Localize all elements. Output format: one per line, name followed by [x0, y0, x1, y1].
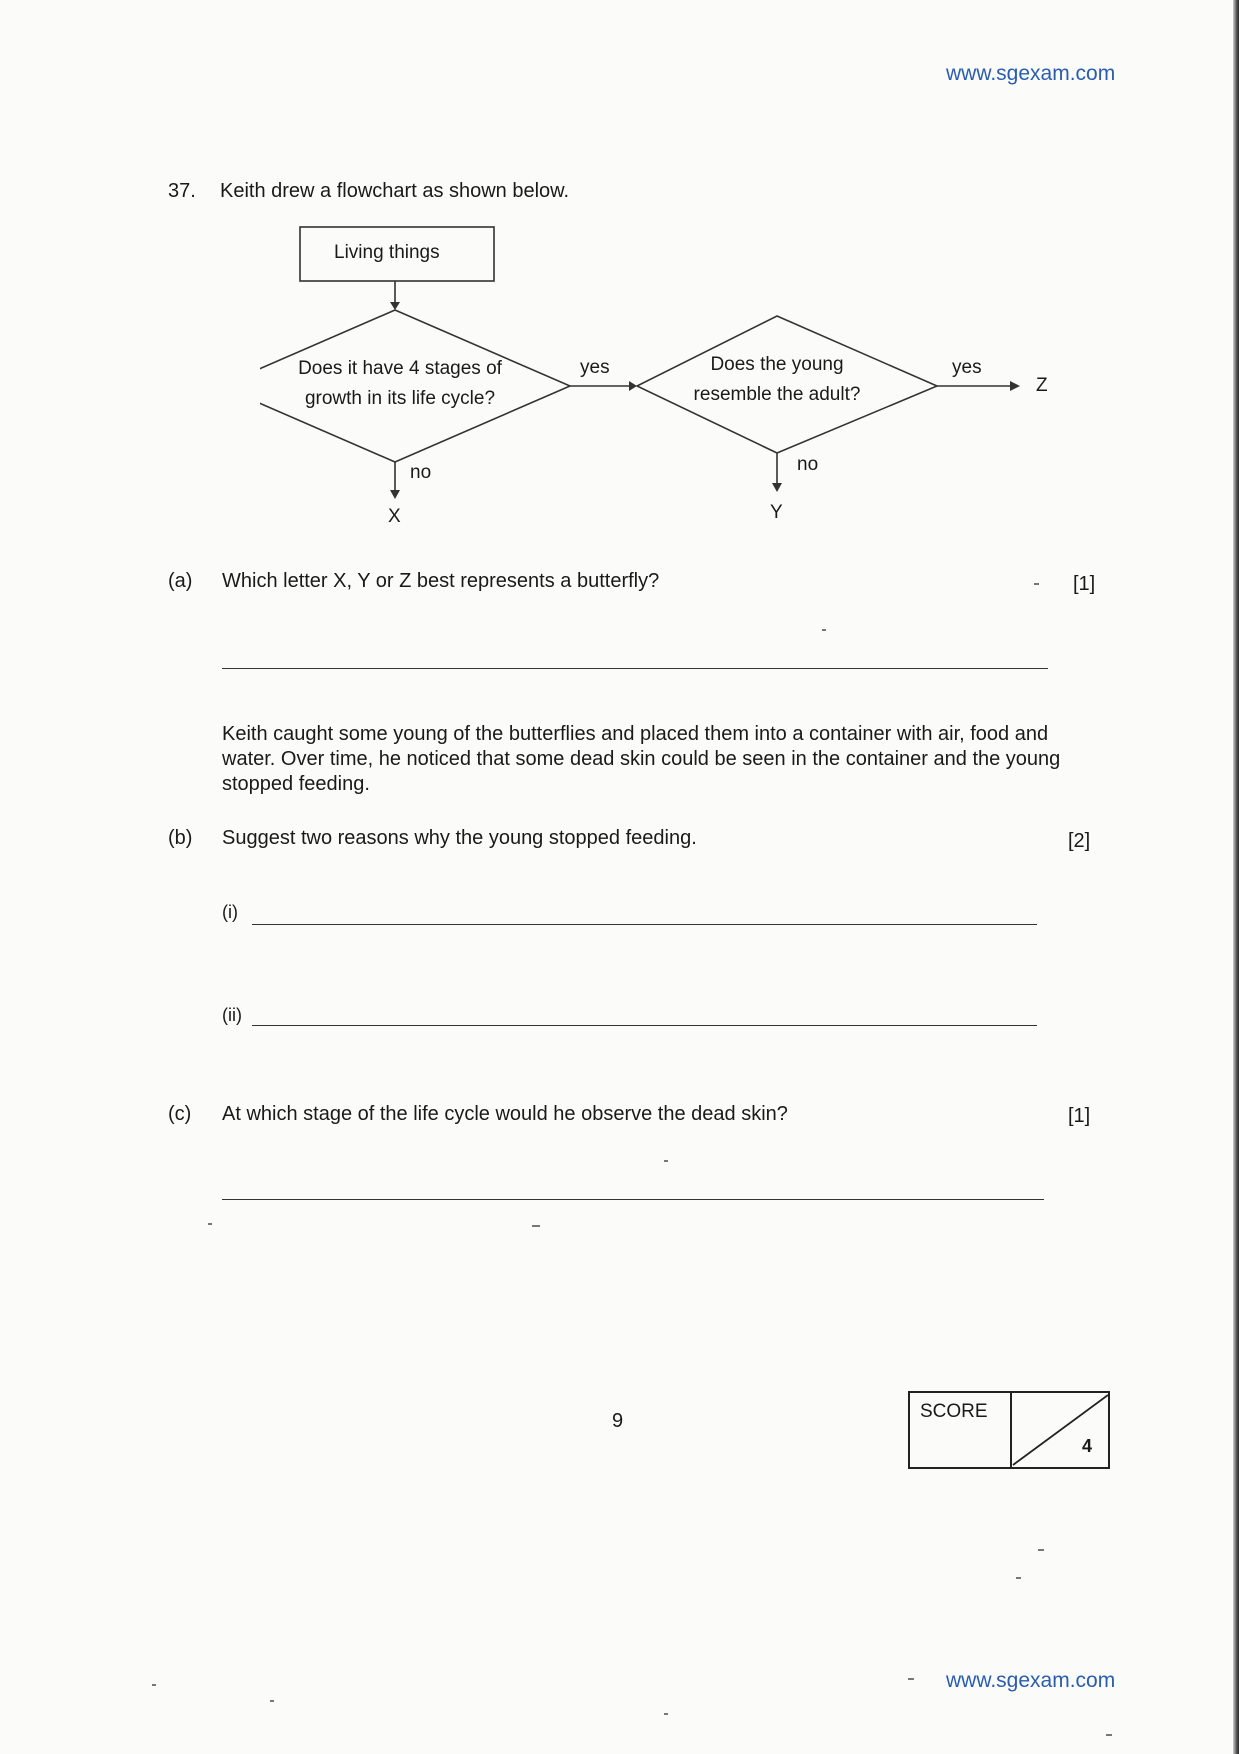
part-c-marks: [1] [1068, 1105, 1091, 1127]
question-intro: Keith drew a flowchart as shown below. [220, 180, 570, 202]
scan-speck [1016, 1577, 1021, 1579]
decision-1-line-1: Does it have 4 stages of [298, 358, 502, 379]
score-box [908, 1391, 1110, 1469]
scan-edge-shadow [1233, 0, 1239, 1754]
start-label: Living things [334, 242, 440, 263]
header-url: www.sgexam.com [946, 62, 1116, 85]
flowchart [260, 215, 1080, 535]
outcome-y: Y [770, 502, 783, 523]
part-c-question: At which stage of the life cycle would he observe the dead skin? [222, 1103, 788, 1125]
decision-1-line-2: growth in its life cycle? [304, 388, 496, 409]
connector-start-arrow [390, 302, 400, 310]
scan-speck [270, 1700, 274, 1702]
score-diagonal [1011, 1393, 1110, 1467]
scan-speck [822, 629, 826, 631]
part-b-question: Suggest two reasons why the young stopped feeding. [222, 827, 697, 849]
scan-speck [1038, 1549, 1044, 1551]
scan-speck [1106, 1734, 1112, 1736]
part-a-answer-line[interactable] [222, 668, 1048, 669]
scan-speck [152, 1684, 156, 1686]
outcome-z: Z [1036, 375, 1048, 396]
part-b-label: (b) [168, 827, 193, 849]
part-c-label: (c) [168, 1103, 192, 1125]
outcome-x: X [388, 506, 401, 527]
connector-yes-2-arrow [1010, 381, 1020, 391]
yes-label-2: yes [952, 357, 982, 378]
score-max: 4 [1081, 1436, 1092, 1456]
connector-no-1-arrow [390, 490, 400, 499]
footer-url: www.sgexam.com [946, 1669, 1116, 1692]
scan-speck [908, 1678, 914, 1680]
scan-speck [664, 1160, 668, 1162]
part-b-answer-line-ii[interactable] [252, 1025, 1037, 1026]
part-b-answer-line-i[interactable] [252, 924, 1037, 925]
part-b-sub-i-label: (i) [222, 902, 238, 922]
part-a-marks: [1] [1073, 573, 1096, 595]
page-number: 9 [612, 1410, 624, 1432]
scan-speck [1034, 583, 1039, 585]
decision-2-line-1: Does the young [710, 354, 844, 375]
part-c-answer-line[interactable] [222, 1199, 1044, 1200]
no-label-1: no [410, 462, 432, 483]
part-a-label: (a) [168, 570, 193, 592]
part-b-sub-ii-label: (ii) [222, 1005, 242, 1025]
connector-no-2-arrow [772, 483, 782, 492]
decision-1-text [280, 354, 520, 414]
context-paragraph: Keith caught some young of the butterflies and placed them into a container with air, food and water. Over time, he noticed that some dead skin could be seen in the container and the young stopped feeding. [222, 723, 1061, 795]
part-a-question: Which letter X, Y or Z best represents a butterfly? [222, 570, 660, 592]
scan-speck [208, 1223, 212, 1225]
part-b-marks: [2] [1068, 830, 1091, 852]
no-label-2: no [797, 454, 819, 475]
decision-2-line-2: resemble the adult? [693, 384, 861, 405]
scan-speck [664, 1713, 668, 1715]
question-number: 37. [168, 180, 196, 202]
decision-2-text [672, 350, 882, 410]
score-label: SCORE [920, 1401, 988, 1422]
scan-speck [532, 1225, 540, 1227]
yes-label-1: yes [580, 357, 610, 378]
